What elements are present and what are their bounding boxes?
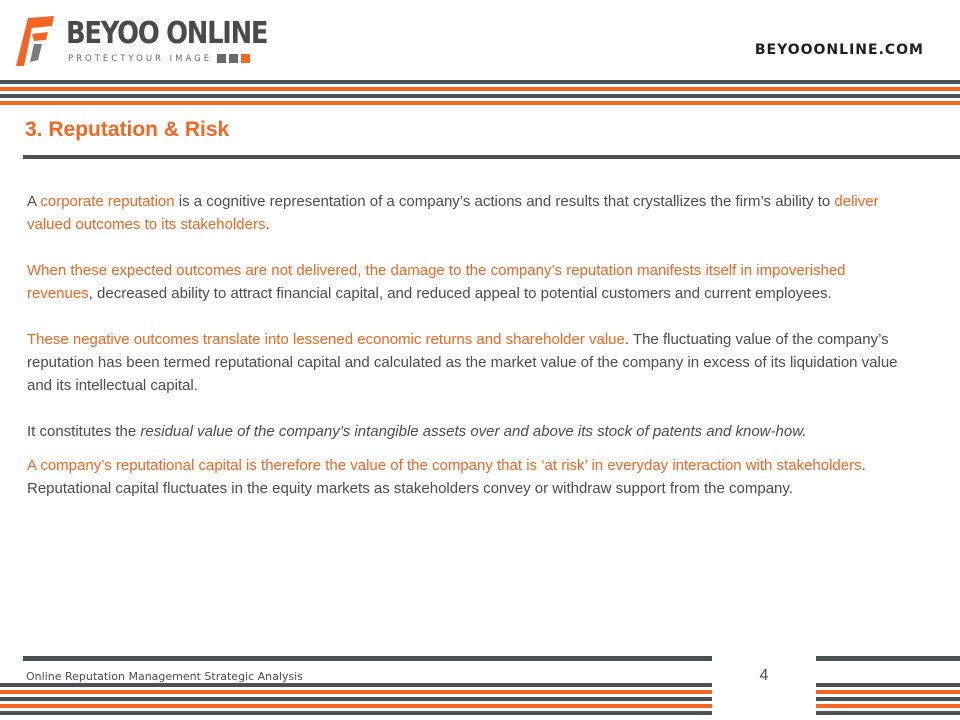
- slide-body: [27, 190, 912, 500]
- highlighted-text: When these expected outcomes are not delivered, the damage to the company’s reputation manifests itself in impoverished revenues: [27, 262, 846, 302]
- body-text: . The fluctuating value of the company’s reputation has been termed reputational capital and calculated as the market value of the company in excess of its liquidation value and its intellectual capital.: [27, 331, 898, 394]
- body-text: .: [265, 216, 270, 233]
- slide-title: 3. Reputation & Risk: [25, 118, 230, 141]
- highlighted-text: A company’s reputational capital is therefore the value of the company that is ‘at risk’ in everyday interaction with stakeholders: [27, 457, 862, 474]
- emphasized-text: residual value of the company’s intangible assets over and above its stock of patents and know-how.: [140, 423, 807, 440]
- body-text: A: [27, 193, 41, 210]
- header-stripes: [0, 80, 960, 105]
- paragraph: [27, 190, 912, 236]
- brand-tagline: PROTECTYOUR IMAGE: [68, 54, 213, 64]
- tagline-squares: [217, 54, 250, 63]
- logo: [14, 10, 268, 68]
- highlighted-text: deliver valued outcomes to its stakeholders: [27, 193, 879, 233]
- page-number: 4: [759, 667, 769, 684]
- body-text: . Reputational capital fluctuates in the equity markets as stakeholders convey or withdraw support from the company.: [27, 457, 866, 497]
- footer-text: Online Reputation Management Strategic Analysis: [26, 670, 303, 683]
- footer-stripes: [0, 683, 960, 715]
- brand-name: BEYOO ONLINE: [66, 16, 268, 51]
- highlighted-text: These negative outcomes translate into lessened economic returns and shareholder value: [27, 331, 625, 348]
- footer-divider: [23, 656, 960, 661]
- logo-mark-icon: [14, 10, 58, 68]
- site-url: BEYOOONLINE.COM: [754, 42, 924, 58]
- paragraph: [27, 259, 912, 305]
- paragraph: [27, 328, 912, 397]
- body-text: It constitutes the: [27, 423, 141, 440]
- page-number-box: [712, 655, 816, 720]
- title-divider: [23, 155, 960, 159]
- body-text: , decreased ability to attract financial capital, and reduced appeal to potential customers and current employees.: [88, 285, 832, 302]
- paragraph: [27, 420, 912, 443]
- highlighted-text: corporate reputation: [40, 193, 175, 210]
- paragraph: [27, 454, 912, 500]
- body-text: is a cognitive representation of a company’s actions and results that crystallizes the firm’s ability to: [174, 193, 835, 210]
